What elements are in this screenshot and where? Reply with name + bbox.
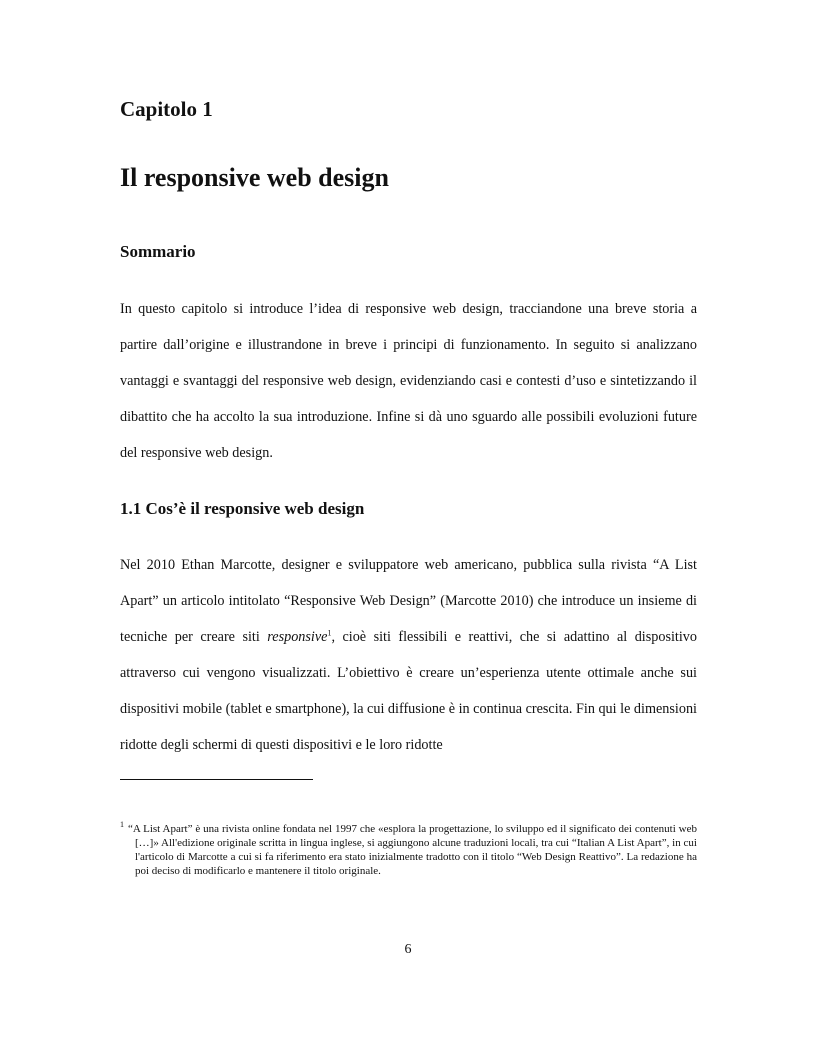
footnote bbox=[120, 822, 697, 878]
chapter-label: Capitolo 1 bbox=[120, 97, 213, 121]
footnote-divider bbox=[120, 779, 313, 780]
footnote-text: “A List Apart” è una rivista online fondata nel 1997 che «esplora la progettazione, lo sviluppo ed il significato dei contenuti web […]» All'edizione originale scritta in lingua inglese, si aggiungono alcune traduzioni locali, tra cui “Italian A List Apart”, in cui l'articolo di Marcotte a cui si fa riferimento era stato inizialmente tradotto con il titolo “Web Design Reattivo”. La redazione ha poi deciso di modificarlo e mantenere il titolo originale. bbox=[128, 823, 697, 877]
footnote-marker: 1 bbox=[120, 820, 124, 830]
italic-term: responsive bbox=[267, 629, 328, 645]
summary-heading: Sommario bbox=[120, 242, 196, 261]
page-number: 6 bbox=[404, 942, 412, 957]
footnote-reference[interactable]: 1 bbox=[327, 628, 332, 638]
chapter-title: Il responsive web design bbox=[120, 163, 389, 192]
paragraph-text-before: Nel 2010 Ethan Marcotte, designer e sviluppatore web americano, pubblica sulla rivista “A List Apart” un articolo intitolato “Responsive Web Design” (Marcotte 2010) che introduce un insieme di tecniche per creare siti bbox=[120, 557, 697, 645]
section-heading: 1.1 Cos’è il responsive web design bbox=[120, 499, 365, 518]
section-paragraph bbox=[120, 547, 697, 763]
paragraph-text-after: , cioè siti flessibili e reattivi, che si adattino al dispositivo attraverso cui vengono visualizzati. L’obiettivo è creare un’esperienza utente ottimale anche sui dispositivi mobile (tablet e smartphone), la cui diffusione è in continua crescita. Fin qui le dimensioni ridotte degli schermi di questi dispositivi e le loro ridotte bbox=[120, 629, 697, 753]
summary-paragraph: In questo capitolo si introduce l’idea di responsive web design, tracciandone una breve storia a partire dall’origine e illustrandone in breve i principi di funzionamento. In seguito si analizzano vantaggi e svantaggi del responsive web design, evidenziando casi e contesti d’uso e sintetizzando il dibattito che ha accolto la sua introduzione. Infine si dà uno sguardo alle possibili evoluzioni future del responsive web design. bbox=[120, 301, 697, 461]
